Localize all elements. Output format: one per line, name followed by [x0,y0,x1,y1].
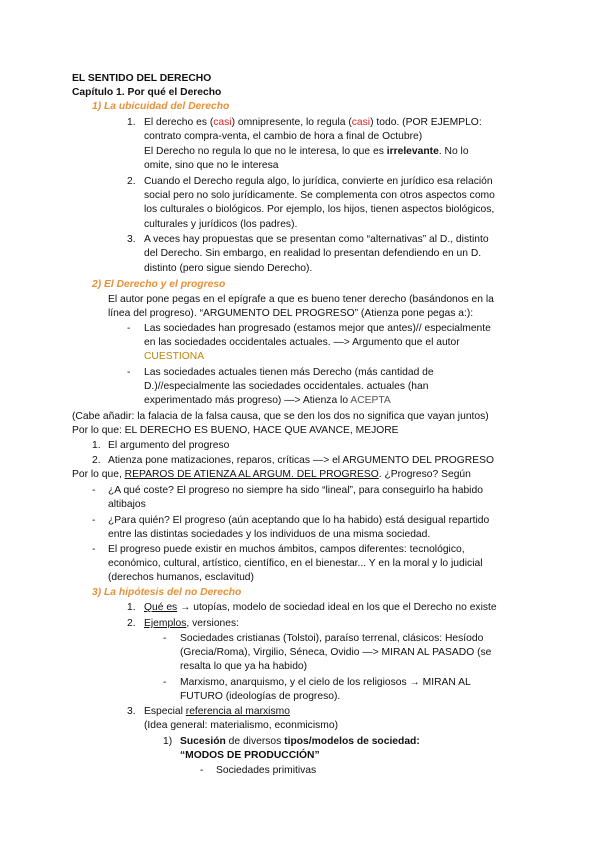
list-item-text: Sociedades cristianas (Tolstoi), paraíso terrenal, clásicos: Hesíodo [180,633,484,644]
list-item-text: económico, cultural, artístico, científico, en el bienestar... Y en la moral y lo judicial [108,558,483,569]
list-item-text: ¿Para quién? El progreso (aún aceptando que lo ha habido) está desigual repartido [108,515,490,526]
list-number: 1) [163,736,173,747]
list-item-text: Ejemplos, versiones: [144,618,240,629]
list-item-text: del Derecho. Sin embargo, en realidad lo presentan defendiendo en un D. [144,248,482,259]
list-item-text: (Grecia/Roma), Virgilio, Séneca, Ovidio —> MIRAN AL PASADO (se [180,647,492,658]
list-item-text: omite, sino que no le interesa [144,160,279,171]
list-item-text: Marxismo, anarquismo, y el cielo de los religiosos → MIRAN AL [180,677,471,688]
list-item-text: (derechos humanos, esclavitud) [108,572,254,583]
list-item-text: culturales y jurídicos (los padres). [144,219,298,230]
list-item-text: Especial referencia al marxismo [144,706,290,717]
paragraph-text: (Cabe añadir: la falacia de la falsa causa, que se den los dos no significa que vayan juntos) [72,411,489,422]
dash-bullet: - [163,677,167,688]
list-number: 2. [127,618,136,629]
list-item-text: en las sociedades occidentales actuales. —> Argumento que el autor [144,337,460,348]
list-number: 2. [127,176,136,187]
highlight-acepta: ACEPTA [350,395,391,406]
list-item-text: El argumento del progreso [108,440,230,451]
paragraph-text: Por lo que: EL DERECHO ES BUENO, HACE QUE AVANCE, MEJORE [72,425,399,436]
section-1-heading: 1) La ubicuidad del Derecho [92,101,230,112]
list-item-text: (Idea general: materialismo, econmicismo) [144,720,338,731]
list-number: 1. [92,440,101,451]
list-item-text: social pero no solo jurídicamente. Se complementa con otros aspectos como [144,190,495,201]
dash-bullet: - [92,515,96,526]
list-item-text: Cuando el Derecho regula algo, lo jurídica, convierte en jurídico esa relación [144,176,493,187]
dash-bullet: - [127,323,131,334]
list-item-text: Qué es → utopías, modelo de sociedad ideal en los que el Derecho no existe [144,602,497,613]
paragraph-text: Por lo que, REPAROS DE ATIENZA AL ARGUM. DEL PROGRESO. ¿Progreso? Según [72,469,471,480]
dash-bullet: - [127,367,131,378]
list-item-text: experimentado más progreso) —> Atienza lo ACEPTA [144,395,391,406]
list-number: 1. [127,117,136,128]
list-item-text: Atienza pone matizaciones, reparos, críticas —> el ARGUMENTO DEL PROGRESO [108,455,494,466]
list-item-text: El progreso puede existir en muchos ámbitos, campos diferentes: tecnológico, [108,544,465,555]
section-3-heading: 3) La hipótesis del no Derecho [92,587,242,598]
highlight-cuestiona: CUESTIONA [144,351,205,362]
list-item-text: ¿A qué coste? El progreso no siempre ha sido “lineal”, para conseguirlo ha habido [108,485,483,496]
list-item-text: El Derecho no regula lo que no le interesa, lo que es irrelevante. No lo [144,146,469,157]
paragraph-text: El autor pone pegas en el epígrafe a que es bueno tener derecho (basándonos en la [108,294,494,305]
list-item-text: Las sociedades han progresado (estamos mejor que antes)// especialmente [144,323,491,334]
list-item-text: altibajos [108,499,146,510]
list-item-text: distinto (pero sigue siendo Derecho). [144,263,313,274]
list-number: 3. [127,234,136,245]
list-item-text: A veces hay propuestas que se presentan como “alternativas” al D., distinto [144,234,489,245]
list-item-text: Sucesión de diversos tipos/modelos de sociedad: [180,736,420,747]
list-item-text: los culturales o biológicos. Por ejemplo, los hijos, tienen aspectos biológicos, [144,204,495,215]
list-item-text: Las sociedades actuales tienen más Derecho (más cantidad de [144,367,434,378]
dash-bullet: - [163,633,167,644]
doc-title: EL SENTIDO DEL DERECHO [72,73,212,84]
list-item-text: “MODOS DE PRODUCCIÓN” [180,750,320,761]
list-item-text: D.)//especialmente las sociedades occidentales. actuales (han [144,381,429,392]
list-item-text: Sociedades primitivas [216,765,317,776]
list-number: 1. [127,602,136,613]
list-item-text: entre las distintas sociedades y los individuos de una misma sociedad. [108,529,431,540]
dash-bullet: - [92,485,96,496]
list-item-text: contrato compra-venta, el cambio de hora a final de Octubre) [144,131,423,142]
dash-bullet: - [200,765,204,776]
list-number: 2. [92,455,101,466]
dash-bullet: - [92,544,96,555]
list-number: 3. [127,706,136,717]
list-item-text: FUTURO (ideologías de progreso). [180,691,341,702]
list-item-text: resalta lo que ya ha habido) [180,661,308,672]
list-item-text: El derecho es (casi) omnipresente, lo regula (casi) todo. (POR EJEMPLO: [144,117,482,128]
chapter-title: Capítulo 1. Por qué el Derecho [72,87,222,98]
section-2-heading: 2) El Derecho y el progreso [92,279,226,290]
paragraph-text: línea del progreso). “ARGUMENTO DEL PROGRESO” (Atienza pone pegas a:): [108,308,474,319]
